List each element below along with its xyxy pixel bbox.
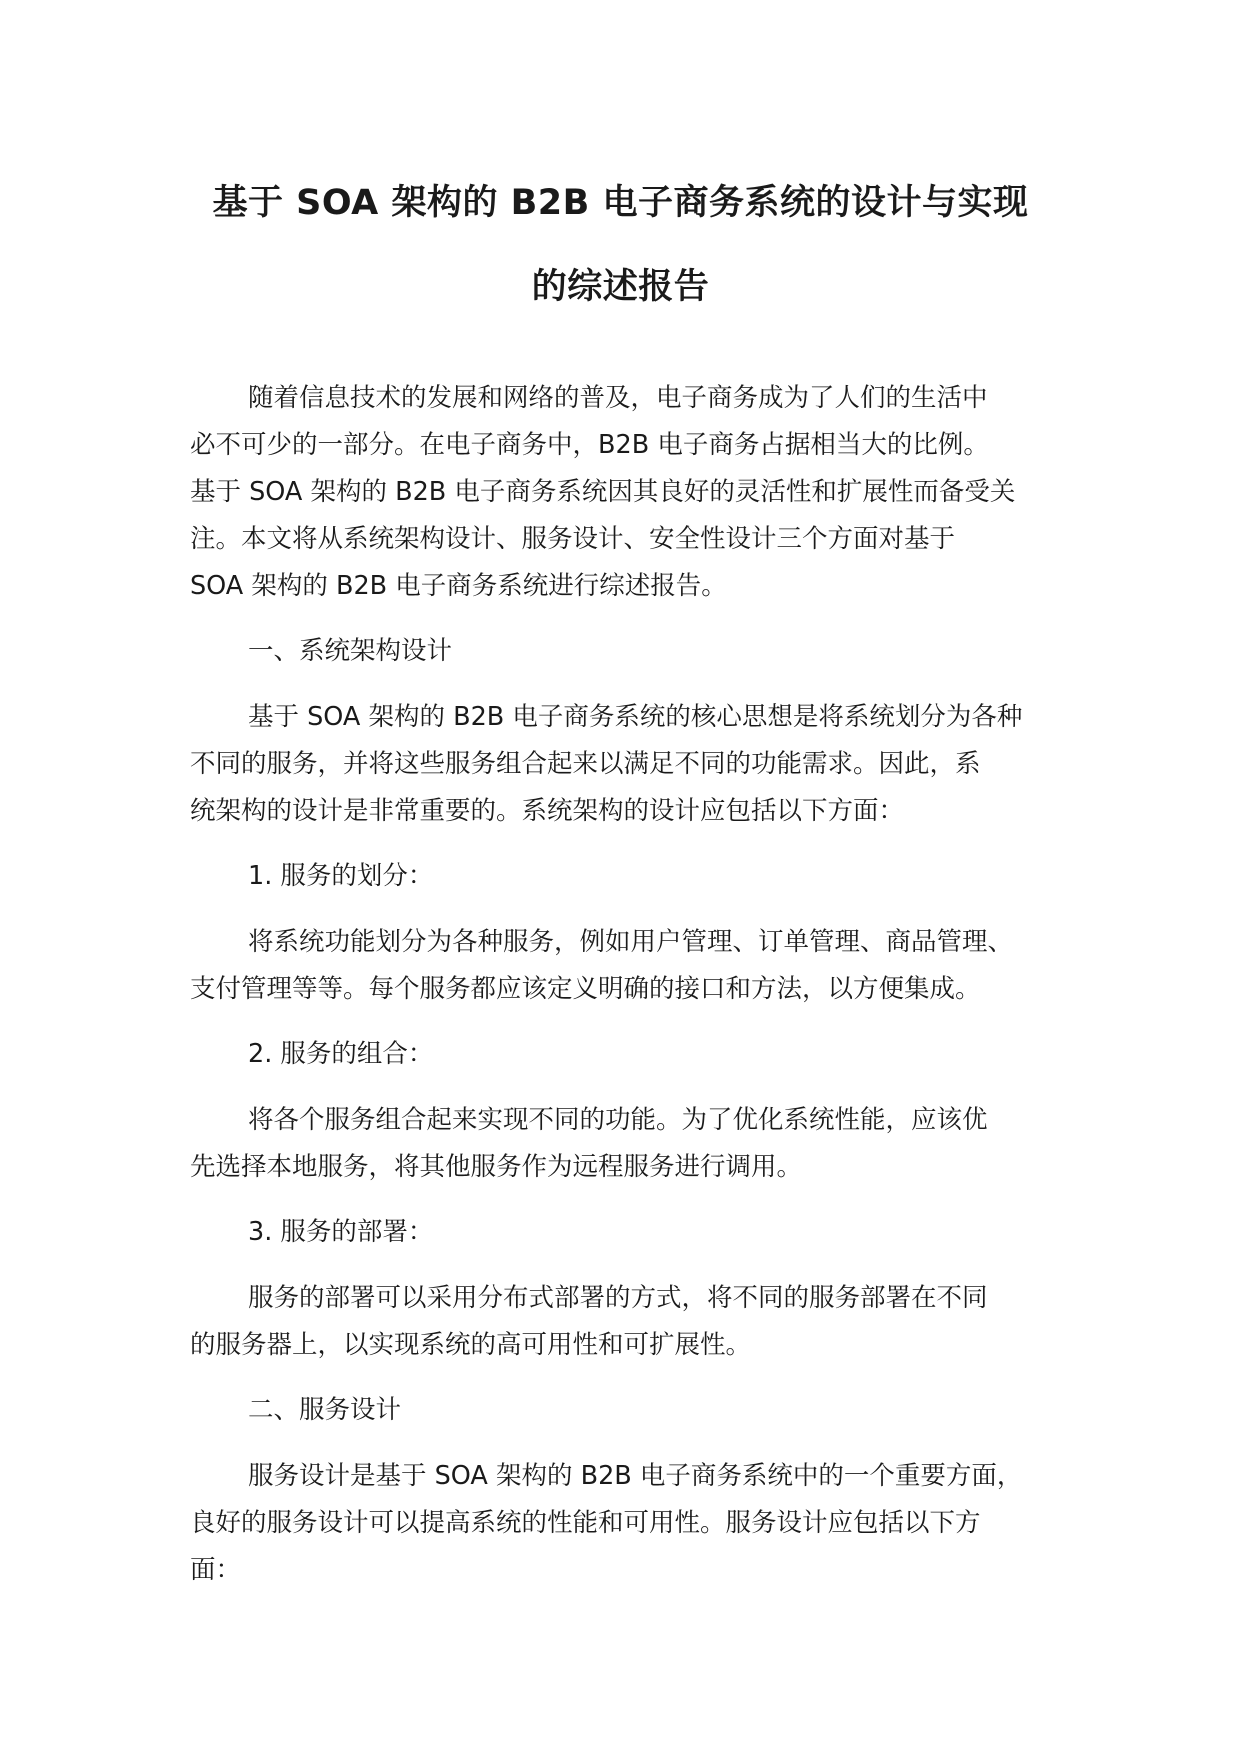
paragraph-service-design-line: 服务设计是基于 SOA 架构的 B2B 电子商务系统中的一个重要方面， (248, 1461, 1023, 1491)
paragraph-intro-line: 随着信息技术的发展和网络的普及，电子商务成为了人们的生活中 (248, 383, 988, 413)
paragraph-service-division-line: 将系统功能划分为各种服务，例如用户管理、订单管理、商品管理、 (248, 927, 1014, 957)
section-heading-service-design: 二、服务设计 (248, 1395, 402, 1425)
paragraph-service-composition-line: 将各个服务组合起来实现不同的功能。为了优化系统性能，应该优 (248, 1105, 988, 1135)
document-title-line-1: 基于 SOA 架构的 B2B 电子商务系统的设计与实现 (212, 183, 1029, 223)
subheading-service-composition: 2. 服务的组合： (248, 1039, 434, 1069)
document-title-line-2: 的综述报告 (531, 267, 710, 307)
paragraph-architecture-line: 基于 SOA 架构的 B2B 电子商务系统的核心思想是将系统划分为各种 (248, 702, 1023, 732)
paragraph-service-design-line: 良好的服务设计可以提高系统的性能和可用性。服务设计应包括以下方 (190, 1508, 981, 1538)
paragraph-intro-line: SOA 架构的 B2B 电子商务系统进行综述报告。 (190, 571, 727, 601)
paragraph-architecture-line: 不同的服务，并将这些服务组合起来以满足不同的功能需求。因此，系 (190, 749, 981, 779)
paragraph-service-composition-line: 先选择本地服务，将其他服务作为远程服务进行调用。 (190, 1152, 803, 1182)
section-heading-architecture: 一、系统架构设计 (248, 636, 453, 666)
paragraph-intro-line: 注。本文将从系统架构设计、服务设计、安全性设计三个方面对基于 (190, 524, 956, 554)
paragraph-architecture-line: 统架构的设计是非常重要的。系统架构的设计应包括以下方面： (190, 796, 905, 826)
paragraph-intro-line: 必不可少的一部分。在电子商务中，B2B 电子商务占据相当大的比例。 (190, 430, 989, 460)
paragraph-service-deployment-line: 服务的部署可以采用分布式部署的方式，将不同的服务部署在不同 (248, 1283, 988, 1313)
paragraph-service-deployment-line: 的服务器上，以实现系统的高可用性和可扩展性。 (190, 1330, 752, 1360)
paragraph-service-design-line: 面： (190, 1555, 242, 1585)
paragraph-service-division-line: 支付管理等等。每个服务都应该定义明确的接口和方法，以方便集成。 (190, 974, 981, 1004)
subheading-service-deployment: 3. 服务的部署： (248, 1217, 434, 1247)
paragraph-intro-line: 基于 SOA 架构的 B2B 电子商务系统因其良好的灵活性和扩展性而备受关 (190, 477, 1016, 507)
subheading-service-division: 1. 服务的划分： (248, 861, 434, 891)
